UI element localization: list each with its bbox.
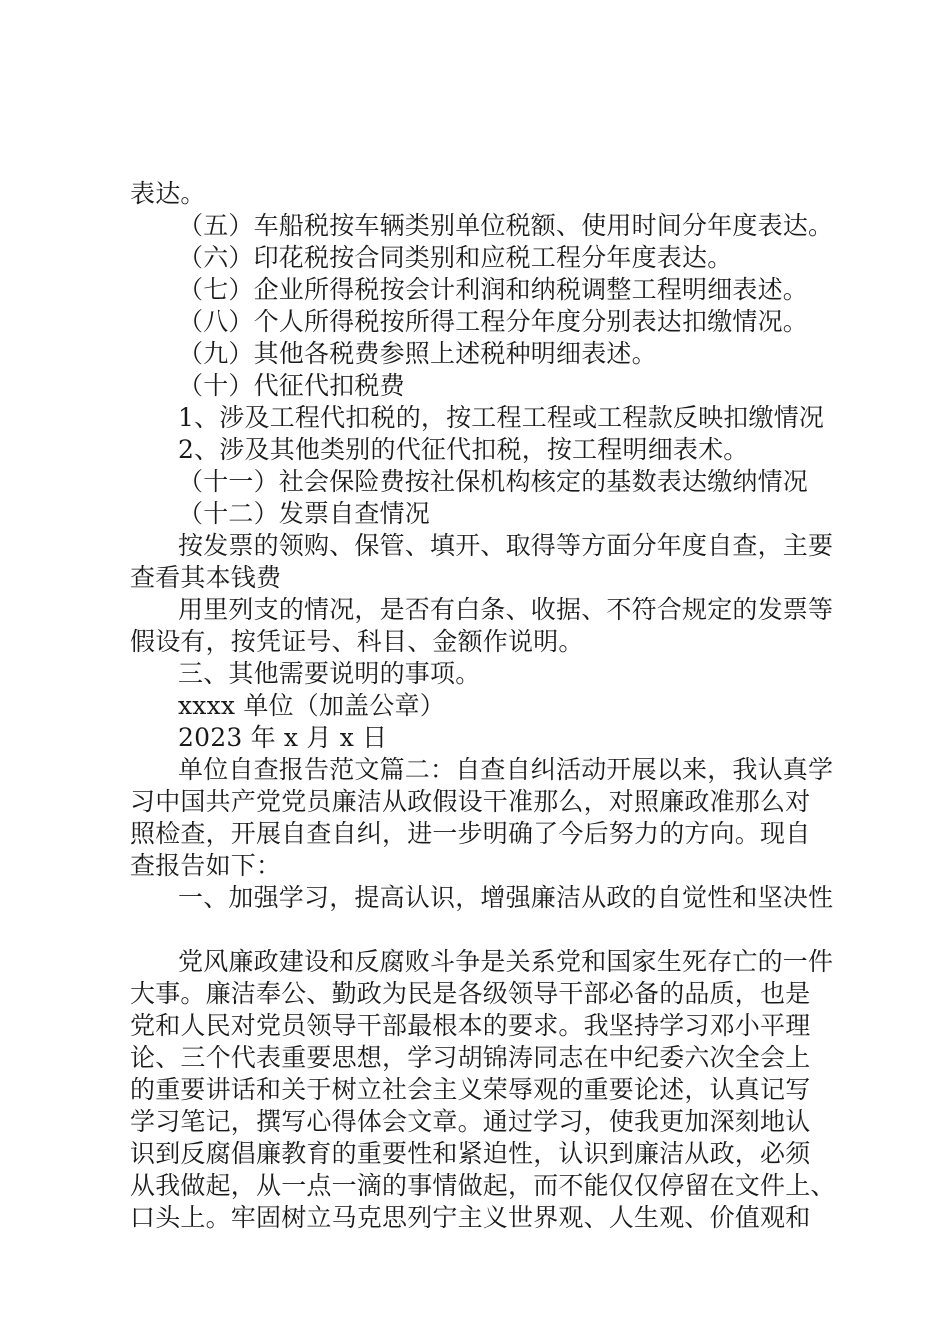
text-line: xxxx 单位（加盖公章） <box>178 691 445 720</box>
text-line: 2023 年 x 月 x 日 <box>178 723 388 752</box>
text-line: 按发票的领购、保管、填开、取得等方面分年度自查，主要 <box>178 531 834 560</box>
text-line: 三、其他需要说明的事项。 <box>178 659 481 688</box>
text-line: 党风廉政建设和反腐败斗争是关系党和国家生死存亡的一件 <box>178 947 834 976</box>
text-line: 论、三个代表重要思想，学习胡锦涛同志在中纪委六次全会上 <box>130 1043 811 1072</box>
text-line: 表达。 <box>130 179 206 208</box>
text-line: 习中国共产党党员廉洁从政假设干准那么，对照廉政准那么对 <box>130 787 811 816</box>
text-line: （十二）发票自查情况 <box>178 499 431 528</box>
text-line: （九）其他各税费参照上述税种明细表述。 <box>178 339 657 368</box>
text-line: （十）代征代扣税费 <box>178 371 405 400</box>
text-line: （六）印花税按合同类别和应税工程分年度表达。 <box>178 243 733 272</box>
text-line: 1、涉及工程代扣税的，按工程工程或工程款反映扣缴情况 <box>178 403 825 432</box>
text-line: 单位自查报告范文篇二：自查自纠活动开展以来，我认真学 <box>178 755 834 784</box>
text-line: （七）企业所得税按会计利润和纳税调整工程明细表述。 <box>178 275 809 304</box>
text-line: 一、加强学习，提高认识，增强廉洁从政的自觉性和坚决性 <box>178 883 834 912</box>
text-line: 用里列支的情况，是否有白条、收据、不符合规定的发票等 <box>178 595 834 624</box>
text-line: 识到反腐倡廉教育的重要性和紧迫性，认识到廉洁从政，必须 <box>130 1139 811 1168</box>
text-line: 口头上。牢固树立马克思列宁主义世界观、人生观、价值观和 <box>130 1203 811 1232</box>
text-line: （八）个人所得税按所得工程分年度分别表达扣缴情况。 <box>178 307 809 336</box>
text-line: 查看其本钱费 <box>130 563 282 592</box>
text-line: 照检查，开展自查自纠，进一步明确了今后努力的方向。现自 <box>130 819 811 848</box>
text-line: （五）车船税按车辆类别单位税额、使用时间分年度表达。 <box>178 211 834 240</box>
text-line: 假设有，按凭证号、科目、金额作说明。 <box>130 627 584 656</box>
text-line: 的重要讲话和关于树立社会主义荣辱观的重要论述，认真记写 <box>130 1075 811 1104</box>
text-line: 2、涉及其他类别的代征代扣税，按工程明细表术。 <box>178 435 749 464</box>
text-line: （十一）社会保险费按社保机构核定的基数表达缴纳情况 <box>178 467 809 496</box>
text-line: 查报告如下： <box>130 851 282 880</box>
text-line: 从我做起，从一点一滴的事情做起，而不能仅仅停留在文件上、 <box>130 1171 836 1200</box>
text-line: 学习笔记，撰写心得体会文章。通过学习，使我更加深刻地认 <box>130 1107 811 1136</box>
text-line: 大事。廉洁奉公、勤政为民是各级领导干部必备的品质，也是 <box>130 979 811 1008</box>
text-line: 党和人民对党员领导干部最根本的要求。我坚持学习邓小平理 <box>130 1011 811 1040</box>
